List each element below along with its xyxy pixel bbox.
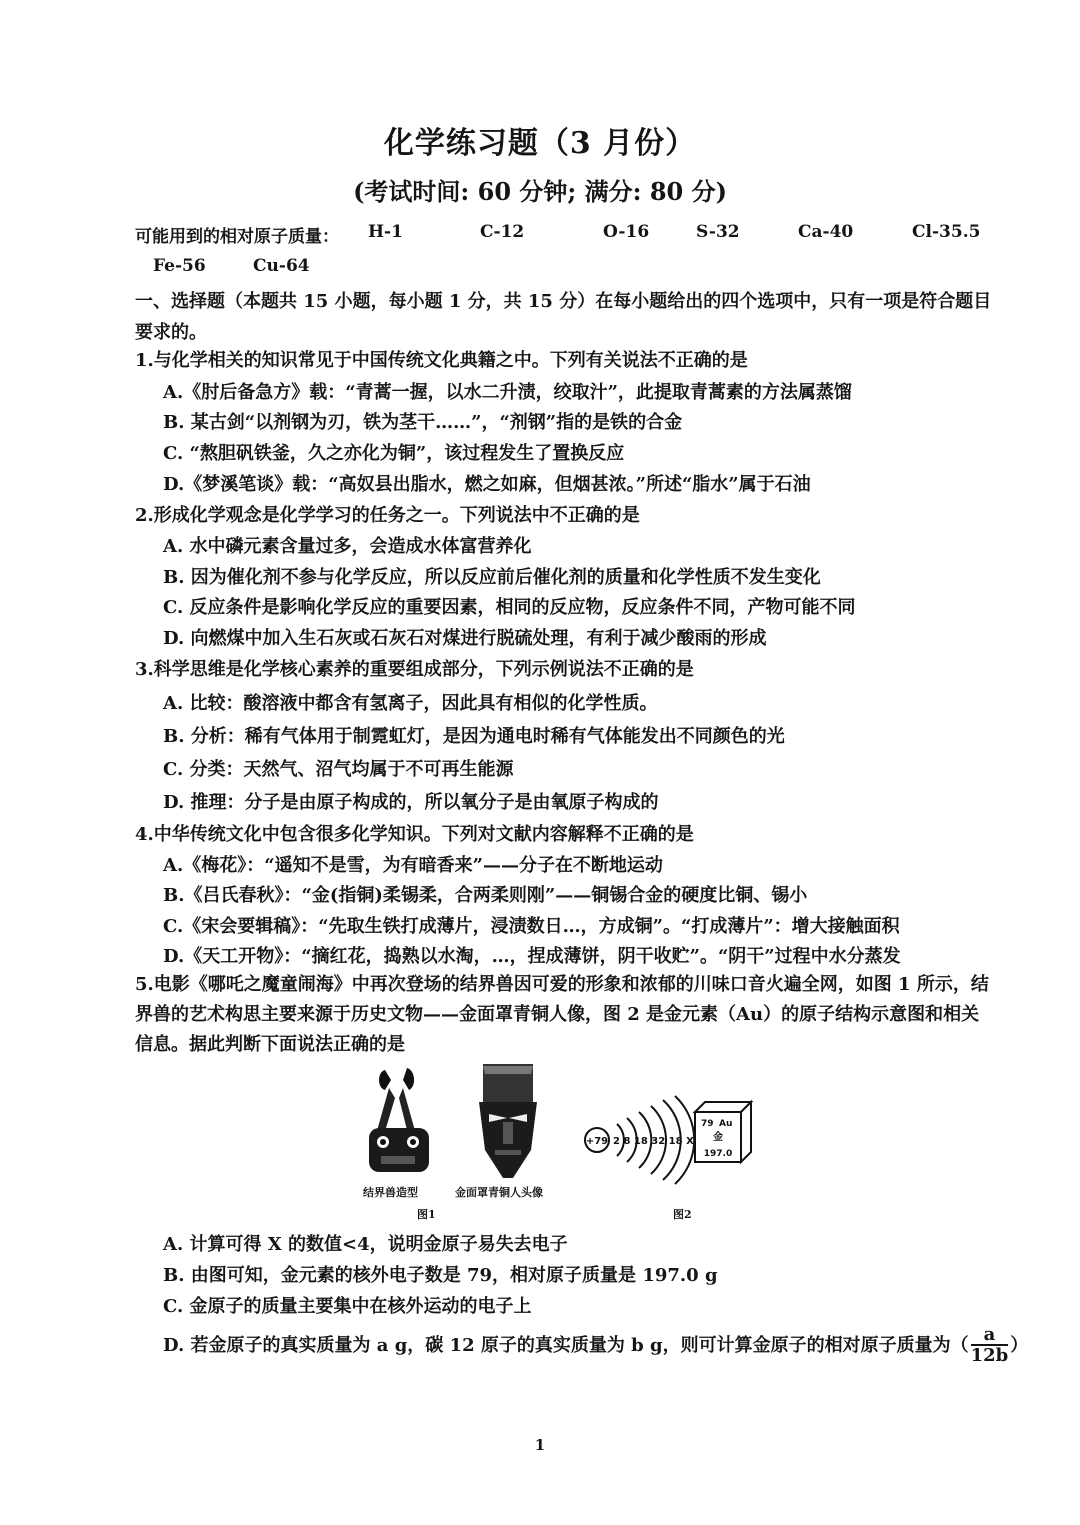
question-option: B. 某古剑“以剂钢为刃，铁为茎干……”，“剂钢”指的是铁的合金 (163, 412, 683, 433)
question-option: A. 计算可得 X 的数值<4，说明金原子易失去电子 (163, 1234, 568, 1255)
question-option: C. 反应条件是影响化学反应的重要因素，相同的反应物，反应条件不同，产物可能不同 (163, 597, 856, 618)
element-name: 金 (713, 1132, 723, 1143)
mass-item: Cl-35.5 (912, 222, 981, 242)
atomic-masses-row-2 (153, 256, 453, 284)
figure-caption-left: 结界兽造型 (363, 1186, 418, 1199)
question-option: C.《宋会要辑稿》：“先取生铁打成薄片，浸渍数日…，方成铜”。“打成薄片”：增大接触面积 (163, 916, 900, 937)
mass-item: O-16 (603, 222, 650, 242)
option-d-close: ） (1010, 1335, 1029, 1356)
electron-shells: 2 8 18 32 18 X (613, 1136, 694, 1147)
figure-2-label: 图2 (673, 1208, 692, 1221)
question-option: B.《吕氏春秋》：“金(指铜)柔锡柔，合两柔则刚”——铜锡合金的硬度比铜、锡小 (163, 885, 808, 906)
bronze-head-image (479, 1064, 537, 1178)
question-stem: 4.中华传统文化中包含很多化学知识。下列对文献内容解释不正确的是 (135, 824, 694, 845)
mass-item: Ca-40 (798, 222, 854, 242)
atomic-mass: 197.0 (703, 1149, 733, 1159)
page-number: 1 (534, 1436, 546, 1454)
mass-item: C-12 (480, 222, 525, 242)
atomic-structure-diagram (585, 1096, 694, 1184)
guardian-beast-image (369, 1068, 429, 1172)
mass-item: Cu-64 (253, 256, 310, 276)
mass-item: S-32 (696, 222, 740, 242)
question-stem: 1.与化学相关的知识常见于中国传统文化典籍之中。下列有关说法不正确的是 (135, 350, 748, 371)
question-option: C. 分类：天然气、沼气均属于不可再生能源 (163, 759, 514, 780)
fraction-numerator: a (971, 1326, 1009, 1346)
atomic-masses-label: 可能用到的相对原子质量： (135, 227, 339, 247)
question-option: B. 由图可知，金元素的核外电子数是 79，相对原子质量是 197.0 g (163, 1265, 718, 1286)
question-option: A.《肘后备急方》载：“青蒿一握，以水二升渍，绞取汁”，此提取青蒿素的方法属蒸馏 (163, 382, 852, 403)
question-option: B. 分析：稀有气体用于制霓虹灯，是因为通电时稀有气体能发出不同颜色的光 (163, 726, 785, 747)
figure-caption-mid: 金面罩青铜人头像 (455, 1186, 543, 1199)
question-option: D. 推理：分子是由原子构成的，所以氧分子是由氧原子构成的 (163, 792, 659, 813)
exam-info: (考试时间: 60 分钟; 满分: 80 分) (353, 177, 727, 206)
nucleus-charge: +79 (585, 1136, 609, 1147)
question-option: B. 因为催化剂不参与化学反应，所以反应前后催化剂的质量和化学性质不发生变化 (163, 567, 821, 588)
question-option: A. 比较：酸溶液中都含有氢离子，因此具有相似的化学性质。 (163, 693, 658, 714)
question-option-d (163, 1326, 1028, 1366)
question-figure (355, 1058, 775, 1228)
question-stem: 5.电影《哪吒之魔童闹海》中再次登场的结界兽因可爱的形象和浓郁的川味口音火遍全网，如图 1 所示，结界兽的艺术构思主要来源于历史文物——金面罩青铜人像，图 2 是金元素（Au）的原子结构示意图和相关信息。据此判断下面说法正确的是 (135, 974, 989, 1055)
question-option: A. 水中磷元素含量过多，会造成水体富营养化 (163, 536, 532, 557)
element-symbol: Au (719, 1119, 733, 1129)
element-cell (695, 1102, 751, 1162)
question-stem: 2.形成化学观念是化学学习的任务之一。下列说法中不正确的是 (135, 505, 640, 526)
atomic-masses-row (135, 222, 995, 252)
page-title: 化学练习题（3 月份） (383, 126, 697, 161)
question-option: D.《梦溪笔谈》载：“高奴县出脂水，燃之如麻，但烟甚浓。”所述“脂水”属于石油 (163, 474, 811, 495)
figure-illustration (355, 1058, 775, 1228)
mass-item: Fe-56 (153, 256, 206, 276)
question-stem: 3.科学思维是化学核心素养的重要组成部分，下列示例说法不正确的是 (135, 659, 694, 680)
fraction (971, 1326, 1009, 1366)
fraction-denominator: 12b (970, 1345, 1009, 1366)
figure-1-label: 图1 (417, 1208, 436, 1221)
option-d-text: D. 若金原子的真实质量为 a g，碳 12 原子的真实质量为 b g，则可计算金原子的相对原子质量为（ (163, 1335, 969, 1356)
question-option: C. “熬胆矾铁釜，久之亦化为铜”，该过程发生了置换反应 (163, 443, 625, 464)
question-option: D.《天工开物》：“摘红花，捣熟以水淘，…，捏成薄饼，阴干收贮”。“阴干”过程中水分蒸发 (163, 946, 901, 967)
question-option: C. 金原子的质量主要集中在核外运动的电子上 (163, 1296, 532, 1317)
question-option: A.《梅花》：“遥知不是雪，为有暗香来”——分子在不断地运动 (163, 855, 663, 876)
section-heading: 一、选择题（本题共 15 小题，每小题 1 分，共 15 分）在每小题给出的四个选项中，只有一项是符合题目要求的。 (135, 291, 992, 343)
mass-item: H-1 (368, 222, 403, 242)
question-option: D. 向燃煤中加入生石灰或石灰石对煤进行脱硫处理，有利于减少酸雨的形成 (163, 628, 767, 649)
atomic-number: 79 (701, 1119, 714, 1129)
